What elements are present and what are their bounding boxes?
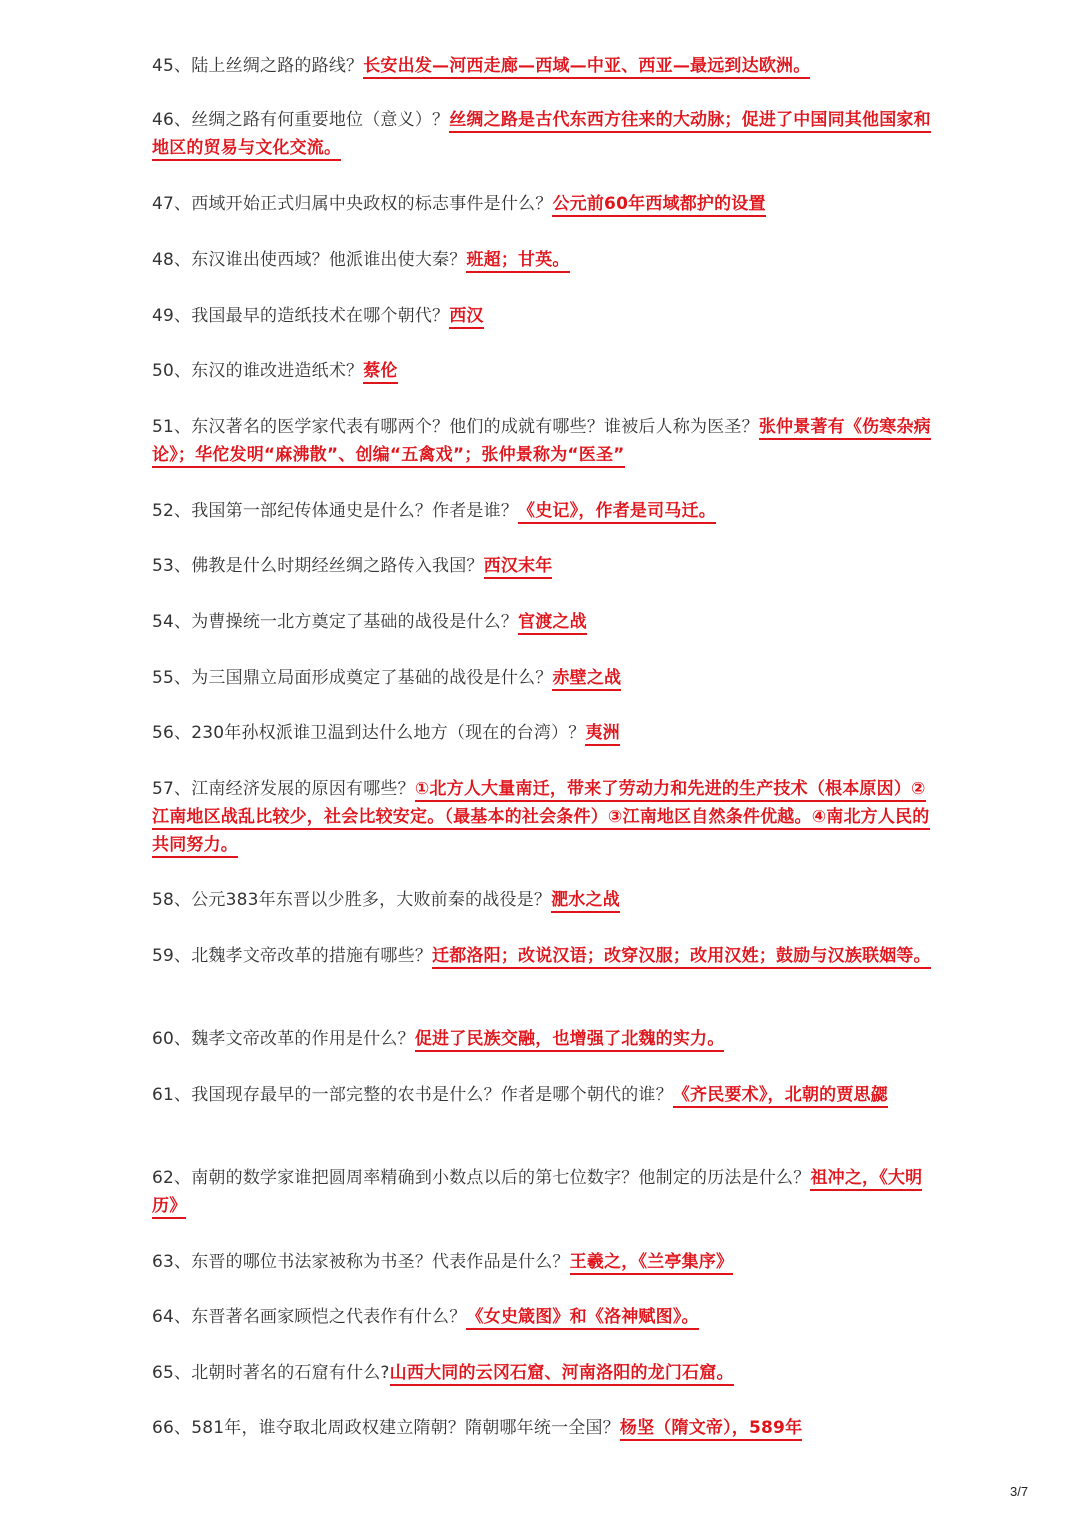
qa-item-63 [152, 1248, 932, 1276]
question: 46、丝绸之路有何重要地位（意义）？ [152, 110, 450, 130]
question: 45、陆上丝绸之路的路线？ [152, 56, 364, 76]
qa-item-61 [152, 1081, 932, 1109]
qa-item-45 [152, 52, 932, 80]
answer: 《齐民要术》，北朝的贾思勰 [673, 1085, 888, 1108]
answer: 淝水之战 [551, 890, 620, 913]
question: 52、我国第一部纪传体通史是什么？作者是谁？ [152, 501, 519, 521]
qa-item-49 [152, 302, 932, 330]
question: 53、佛教是什么时期经丝绸之路传入我国？ [152, 556, 484, 576]
answer: 张仲景著有《伤寒杂病论》；华佗发明“麻沸散”、创编“五禽戏”；张仲景称为“医圣” [152, 417, 931, 468]
question: 51、东汉著名的医学家代表有哪两个？他们的成就有哪些？谁被后人称为医圣？ [152, 417, 759, 437]
answer: 赤壁之战 [552, 668, 621, 691]
qa-item-62 [152, 1164, 932, 1220]
answer: 丝绸之路是古代东西方往来的大动脉；促进了中国同其他国家和地区的贸易与文化交流。 [152, 110, 931, 161]
qa-item-55 [152, 664, 932, 692]
question: 58、公元383年东晋以少胜多，大败前秦的战役是？ [152, 890, 552, 910]
qa-item-51 [152, 413, 932, 469]
qa-item-53 [152, 552, 932, 580]
question: 66、581年，谁夺取北周政权建立隋朝？隋朝哪年统一全国？ [152, 1418, 620, 1438]
answer: 西汉 [449, 306, 483, 329]
answer: 官渡之战 [518, 612, 587, 635]
qa-item-58 [152, 886, 932, 914]
question: 54、为曹操统一北方奠定了基础的战役是什么？ [152, 612, 519, 632]
question: 62、南朝的数学家谁把圆周率精确到小数点以后的第七位数字？他制定的历法是什么？ [152, 1168, 811, 1188]
answer: 班超；甘英。 [466, 250, 569, 273]
answer: 西汉末年 [484, 556, 553, 579]
qa-item-66 [152, 1414, 932, 1442]
question: 57、江南经济发展的原因有哪些？ [152, 779, 415, 799]
answer: 山西大同的云冈石窟、河南洛阳的龙门石窟。 [390, 1363, 734, 1386]
question: 56、230年孙权派谁卫温到达什么地方（现在的台湾）？ [152, 723, 586, 743]
answer: 迁都洛阳；改说汉语；改穿汉服；改用汉姓；鼓励与汉族联姻等。 [432, 946, 931, 969]
qa-item-47 [152, 190, 932, 218]
answer: 公元前60年西域都护的设置 [552, 194, 765, 217]
question: 61、我国现存最早的一部完整的农书是什么？作者是哪个朝代的谁？ [152, 1085, 673, 1105]
answer: 长安出发—河西走廊—西域—中亚、西亚—最远到达欧洲。 [363, 56, 810, 79]
answer: 促进了民族交融，也增强了北魏的实力。 [415, 1029, 725, 1052]
qa-item-64 [152, 1303, 932, 1331]
qa-item-57 [152, 775, 932, 859]
question: 49、我国最早的造纸技术在哪个朝代？ [152, 306, 450, 326]
qa-item-59 [152, 942, 932, 970]
answer: 王羲之，《兰亭集序》 [570, 1252, 734, 1275]
qa-item-56 [152, 719, 932, 747]
answer: 杨坚（隋文帝），589年 [620, 1418, 802, 1441]
question: 59、北魏孝文帝改革的措施有哪些？ [152, 946, 433, 966]
answer: 祖冲之，《大明历》 [152, 1168, 922, 1219]
answer: ①北方人大量南迁，带来了劳动力和先进的生产技术（根本原因）②江南地区战乱比较少，社会比较安定。（最基本的社会条件）③江南地区自然条件优越。④南北方人民的共同努力。 [152, 779, 930, 858]
qa-item-48 [152, 246, 932, 274]
qa-item-60 [152, 1025, 932, 1053]
qa-item-65 [152, 1359, 932, 1387]
question: 64、东晋著名画家顾恺之代表作有什么？ [152, 1307, 467, 1327]
question: 50、东汉的谁改进造纸术？ [152, 361, 364, 381]
qa-item-46 [152, 106, 932, 162]
answer: 夷洲 [585, 723, 619, 746]
answer: 蔡伦 [363, 361, 397, 384]
qa-item-54 [152, 608, 932, 636]
answer: 《史记》，作者是司马迁。 [518, 501, 716, 524]
qa-item-52 [152, 497, 932, 525]
question: 55、为三国鼎立局面形成奠定了基础的战役是什么？ [152, 668, 553, 688]
question: 65、北朝时著名的石窟有什么? [152, 1363, 390, 1383]
question: 63、东晋的哪位书法家被称为书圣？代表作品是什么？ [152, 1252, 570, 1272]
question: 48、东汉谁出使西域？他派谁出使大秦？ [152, 250, 467, 270]
answer: 《女史箴图》和《洛神赋图》。 [466, 1307, 698, 1330]
qa-item-50 [152, 357, 932, 385]
question: 47、西域开始正式归属中央政权的标志事件是什么？ [152, 194, 553, 214]
page-number: 3/7 [1010, 1484, 1029, 1499]
question: 60、魏孝文帝改革的作用是什么？ [152, 1029, 415, 1049]
